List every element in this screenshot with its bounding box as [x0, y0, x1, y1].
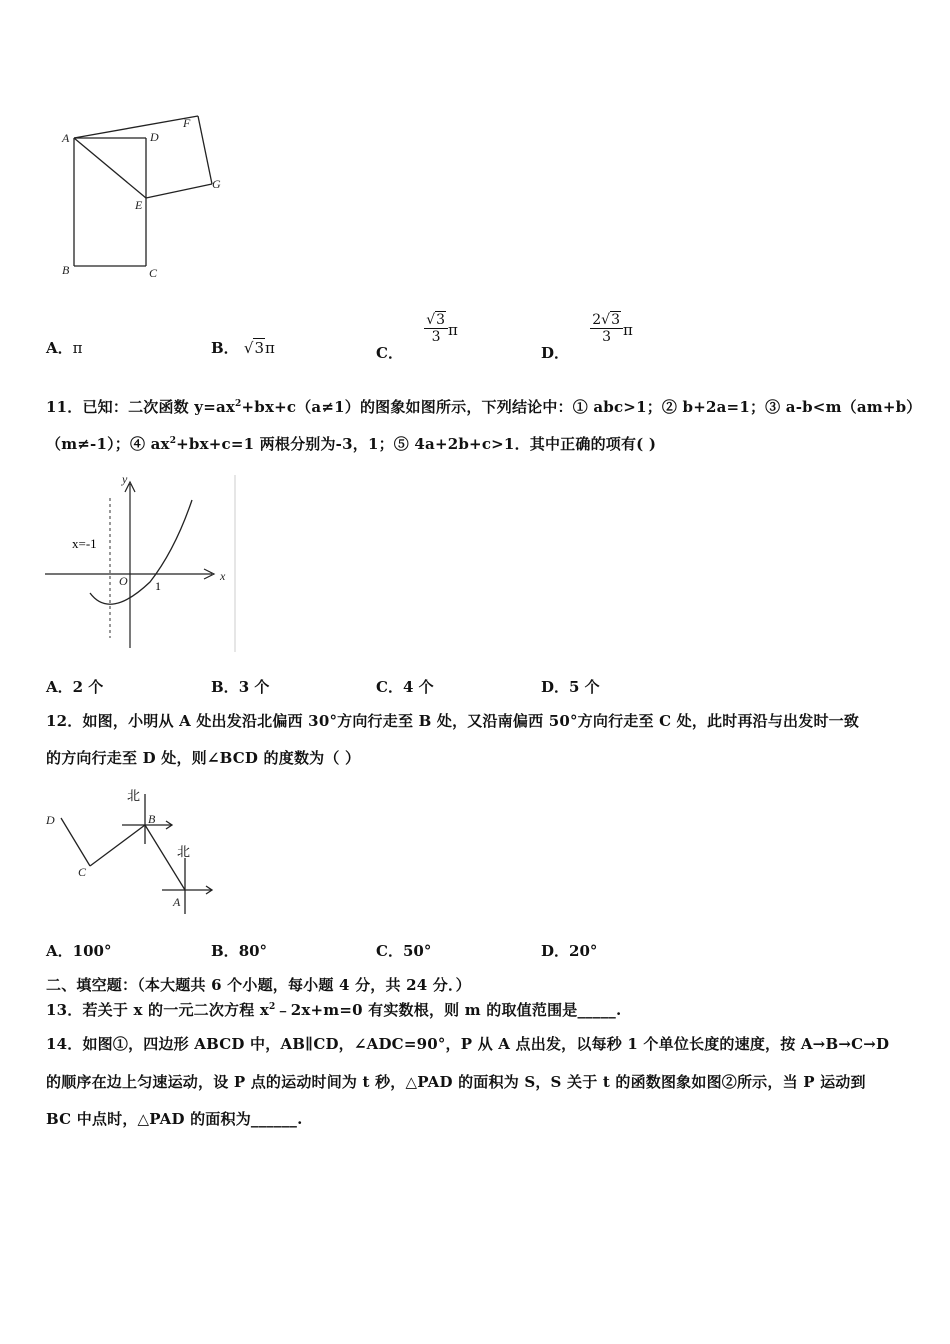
q10-option-c-letter: C． — [376, 343, 403, 362]
q11-label-y: y — [122, 472, 128, 486]
q10-option-c-fraction: $\frac{√3}{3}$ — [424, 312, 448, 345]
q12-option-d[interactable] — [541, 940, 597, 961]
q10-option-c-denominator: 3 — [431, 329, 441, 345]
q10-option-a-letter: A． — [46, 339, 73, 357]
q12-option-c[interactable] — [376, 940, 431, 961]
q11-option-c[interactable] — [376, 676, 434, 697]
q12-option-b-value: 80° — [238, 942, 268, 960]
q12-text-line2: 的方向行走至 D 处，则∠BCD 的度数为（ ） — [46, 749, 361, 767]
q11-line1-part-b: +bx+c（a≠1）的图象如图所示，下列结论中：① abc>1；② b+2a=1；③ a-b<m（am+b） — [241, 398, 922, 416]
q10-option-c-num-radicand: 3 — [436, 312, 446, 328]
q10-option-d[interactable] — [541, 312, 633, 362]
q12-text-line1: 12．如图，小明从 A 处出发沿北偏西 30°方向行走至 B 处，又沿南偏西 50°方向行走至 C 处，此时再沿与出发时一致 — [46, 712, 860, 730]
q11-line1-part-a: 11．已知：二次函数 y=ax — [46, 398, 236, 416]
q13-part-b: ﹣2x+m=0 有实数根，则 m 的取值范围是_____. — [275, 1001, 622, 1019]
q11-label-axis-eq: x=-1 — [72, 536, 97, 551]
q10-option-d-num-coef: 2 — [592, 312, 602, 328]
q12-option-d-letter: D． — [541, 942, 570, 960]
q11-option-b-value: 3 个 — [238, 678, 270, 696]
q12-option-a-value: 100° — [72, 942, 112, 960]
q11-option-b[interactable] — [211, 676, 269, 697]
q12-segment-cd — [61, 818, 90, 866]
q10-option-b-radicand: 3 — [254, 339, 265, 357]
q10-option-c[interactable] — [376, 312, 458, 362]
q12-figure — [40, 782, 230, 922]
q10-option-b[interactable] — [211, 337, 275, 358]
q10-option-b-sqrt: √3 — [243, 339, 265, 357]
q11-line2-part-a: （m≠-1）；④ ax — [46, 435, 170, 453]
q12-option-d-value: 20° — [569, 942, 598, 960]
q12-option-c-letter: C． — [376, 942, 403, 960]
section-2-heading: 二、填空题：（本大题共 6 个小题，每小题 4 分，共 24 分．） — [46, 976, 471, 994]
q12-option-a-letter: A． — [46, 942, 73, 960]
q11-option-a[interactable] — [46, 676, 103, 697]
q10-option-d-letter: D． — [541, 343, 570, 362]
q11-text-line2 — [46, 433, 656, 454]
q12-option-b-letter: B． — [211, 942, 239, 960]
q10-option-d-suffix: π — [623, 320, 633, 339]
q10-label-b: B — [62, 263, 70, 277]
q11-line2-part-b: +bx+c=1 两根分别为-3，1；⑤ 4a+2b+c>1．其中正确的项有( ) — [176, 435, 657, 453]
q11-figure — [40, 470, 240, 655]
q10-segment-ae — [74, 138, 146, 198]
q13-text — [46, 999, 621, 1020]
q10-label-d: D — [150, 130, 159, 144]
q10-label-g: G — [212, 177, 221, 191]
q13-sup: 2 — [269, 1002, 276, 1012]
q12-label-d: D — [46, 813, 55, 827]
q11-option-d[interactable] — [541, 676, 600, 697]
q11-label-origin: O — [119, 574, 128, 588]
q11-option-c-letter: C． — [376, 678, 403, 696]
q11-option-a-value: 2 个 — [72, 678, 104, 696]
q12-segment-bc — [90, 825, 145, 866]
q12-label-north-a: 北 — [177, 845, 191, 860]
q12-label-a: A — [173, 895, 181, 909]
q10-segment-ge — [146, 184, 212, 198]
q10-option-d-fraction: $\frac{2√3}{3}$ — [590, 312, 623, 345]
q10-option-a-value: π — [72, 339, 83, 357]
q10-label-a: A — [62, 131, 70, 145]
q11-line1-sup: 2 — [235, 399, 242, 409]
q12-option-a[interactable] — [46, 940, 111, 961]
q12-label-c: C — [78, 865, 87, 879]
q14-text-line3: BC 中点时，△PAD 的面积为______. — [46, 1110, 303, 1128]
q11-option-c-value: 4 个 — [402, 678, 434, 696]
q11-label-one: 1 — [155, 579, 161, 593]
q10-option-c-suffix: π — [448, 320, 458, 339]
q11-option-a-letter: A． — [46, 678, 73, 696]
q11-option-d-letter: D． — [541, 678, 570, 696]
q10-segment-af — [74, 116, 198, 138]
q14-text-line2: 的顺序在边上匀速运动，设 P 点的运动时间为 t 秒，△PAD 的面积为 S，S 关于 t 的函数图象如图②所示，当 P 运动到 — [46, 1073, 866, 1091]
q11-option-b-letter: B． — [211, 678, 239, 696]
q12-option-b[interactable] — [211, 940, 267, 961]
q11-parabola — [90, 500, 192, 604]
q11-text-line1 — [46, 396, 922, 417]
q10-option-b-letter: B． — [211, 339, 239, 357]
q10-figure — [55, 108, 235, 283]
q10-option-d-num-radicand: 3 — [611, 312, 621, 328]
q11-label-x: x — [220, 569, 226, 583]
q10-option-b-suffix: π — [265, 339, 275, 357]
q10-option-a[interactable] — [46, 337, 83, 358]
q11-option-d-value: 5 个 — [569, 678, 600, 696]
q10-option-d-denominator: 3 — [602, 329, 612, 345]
q12-label-b: B — [148, 812, 156, 826]
q14-text-line1: 14．如图①，四边形 ABCD 中，AB∥CD，∠ADC=90°，P 从 A 点出发，以每秒 1 个单位长度的速度，按 A→B→C→D — [46, 1035, 890, 1053]
q10-label-e: E — [135, 198, 143, 212]
q11-line2-sup: 2 — [169, 436, 177, 446]
q10-label-c: C — [149, 266, 158, 280]
q13-part-a: 13．若关于 x 的一元二次方程 x — [46, 1001, 270, 1019]
q10-label-f: F — [183, 116, 191, 130]
q12-label-north-b: 北 — [127, 789, 141, 804]
q12-option-c-value: 50° — [402, 942, 432, 960]
q10-segment-fg — [198, 116, 212, 184]
